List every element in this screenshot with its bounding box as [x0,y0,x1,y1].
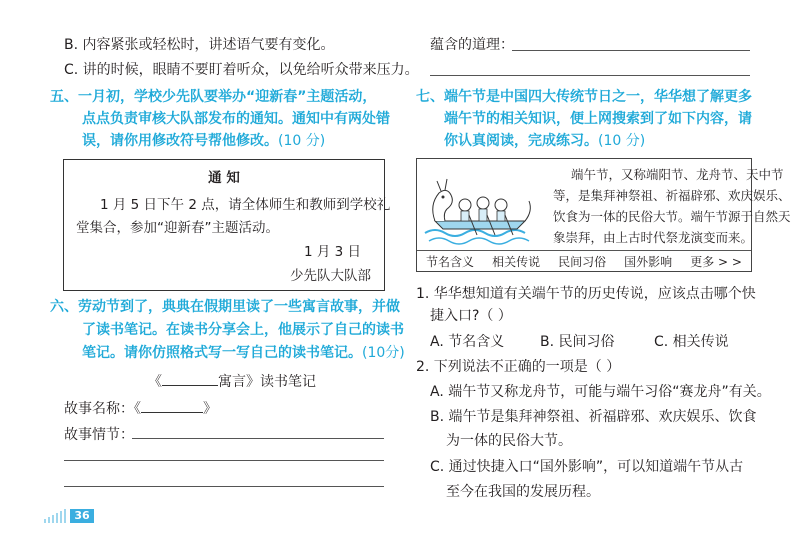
story-name-label: 故事名称：《 [64,401,141,417]
q5-line3-text: 误，请你用修改符号帮他修改。 [82,133,278,149]
truth-answer-line-1[interactable] [512,50,750,51]
story-name-blank[interactable] [141,412,203,413]
notice-body-line2: 堂集合，参加“迎新春”主题活动。 [76,220,279,236]
card-tab-more[interactable]: 更多 > > [690,254,742,269]
page-number-badge [34,509,94,523]
q6-line3-text: 笔记。请你仿照格式写一写自己的读书笔记。 [82,345,362,361]
reading-note-title [148,371,316,391]
notice-title: 通 知 [208,170,240,186]
sub1-option-a: A. 节名含义 [430,334,505,350]
story-plot-label: 故事情节： [64,427,134,443]
card-tab-customs[interactable]: 民间习俗 [558,254,607,269]
q5-points: (10 分) [278,133,326,149]
story-plot-line-2[interactable] [64,460,384,461]
sub2-option-b-line1: B. 端午节是集拜神祭祖、祈福辟邪、欢庆娱乐、饮食 [430,409,757,425]
card-tab-foreign-influence[interactable]: 国外影响 [624,254,673,269]
truth-label: 蕴含的道理： [430,37,514,53]
q6-line2: 了读书笔记。在读书分享会上，他展示了自己的读书 [82,322,404,338]
card-tab-legends[interactable]: 相关传说 [492,254,541,269]
card-text-line2: 等，是集拜神祭祖、祈福辟邪、欢庆娱乐、 [553,188,791,203]
dragon-boat-illustration [421,165,539,245]
q6-line3 [82,342,405,362]
dragon-boat-web-card [416,158,791,272]
card-text-line1: 端午节，又称端阳节、龙舟节、天中节 [571,167,784,182]
story-name-close: 》 [203,401,217,417]
sub1-line1: 1. 华华想知道有关端午节的历史传说，应该点击哪个快 [416,286,756,302]
q6-points: (10分) [362,345,405,361]
story-plot-line-3[interactable] [64,486,384,487]
sub2-option-b-line2: 为一体的民俗大节。 [446,433,572,449]
q5-line1: 五、一月初，学校少先队要举办“迎新春”主题活动， [50,89,377,105]
note-title-blank[interactable] [162,385,218,386]
sub1-line2: 捷入口?（ ） [430,308,512,324]
sub1-option-c: C. 相关传说 [654,334,729,350]
card-quick-entry-bar [417,250,751,271]
option-b-text: B. 内容紧张或轻松时，讲述语气要有变化。 [64,37,335,53]
q5-line2: 点点负责审核大队部发布的通知。通知中有两处错 [82,111,390,127]
card-tab-name-meaning[interactable]: 节名含义 [426,254,475,269]
q7-line1: 七、端午节是中国四大传统节日之一，华华想了解更多 [416,89,752,105]
story-plot-line-1[interactable] [132,438,384,439]
notice-box [63,159,391,291]
sub2-option-c-line1: C. 通过快捷入口“国外影响”，可以知道端午节从古 [430,459,744,475]
q6-line1: 六、劳动节到了，典典在假期里读了一些寓言故事，并做 [50,299,400,315]
sub1-option-b: B. 民间习俗 [540,334,615,350]
notice-signature: 少先队大队部 [290,268,371,284]
q5-line3 [82,130,325,150]
card-text-line4: 象崇拜，由上古时代祭龙演变而来。 [553,230,754,245]
q7-line3-text: 你认真阅读，完成练习。 [444,133,598,149]
q7-line2: 端午节的相关知识，便上网搜索到了如下内容，请 [444,111,752,127]
truth-answer-line-2[interactable] [430,75,750,76]
story-name-row [64,398,217,418]
q7-line3 [444,130,645,150]
option-c-text: C. 讲的时候，眼睛不要盯着听众，以免给听众带来压力。 [64,62,419,78]
note-title-text: 寓言》读书笔记 [218,374,316,390]
sub2-line1: 2. 下列说法不正确的一项是（ ） [416,359,621,375]
notice-body-line1: 1 月 5 日下午 2 点，请全体师生和教师到学校礼 [100,197,391,213]
card-text-line3: 饮食为一体的民俗大节。端午节源于自然天 [553,209,791,224]
page-number: 36 [70,509,94,523]
notice-date: 1 月 3 日 [304,244,362,260]
sub2-option-a: A. 端午节又称龙舟节，可能与端午习俗“赛龙舟”有关。 [430,384,771,400]
sub2-option-c-line2: 至今在我国的发展历程。 [446,484,600,500]
q7-points: (10 分) [598,133,646,149]
note-title-open: 《 [148,374,162,390]
